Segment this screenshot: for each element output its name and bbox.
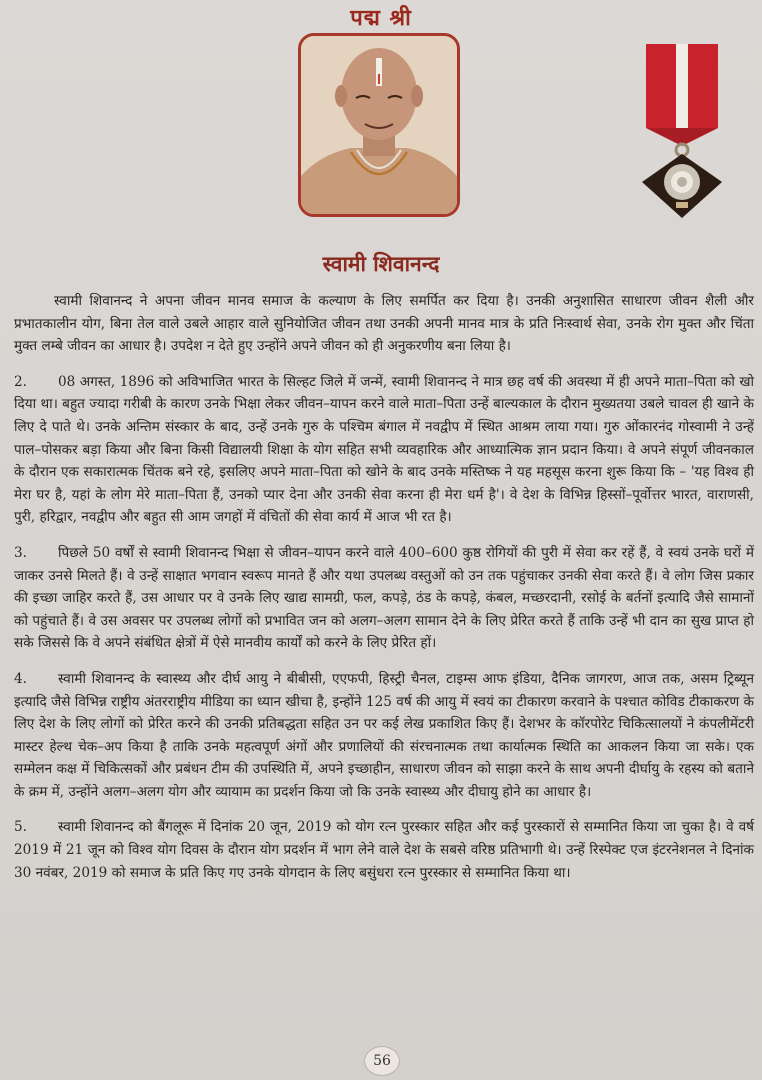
paragraph-1 xyxy=(14,290,754,358)
paragraph-text: स्वामी शिवानन्द ने अपना जीवन मानव समाज के कल्याण के लिए समर्पित कर दिया है। उनकी अनुशासित साधारण जीवन शैली और प्रभातकालीन योग, बिना तेल वाले उबले आहार वाले सुनियोजित जीवन तथा उनकी अपनी मानव मात्र के प्रति निःस्वार्थ सेवा, उनके रोग मुक्त और चिंता मुक्त लम्बे जीवन का आधार है। उपदेश न देते हुए उन्होंने अपने जीवन को ही अनुकरणीय बना लिया है। xyxy=(14,293,754,355)
page-number: 56 xyxy=(364,1046,400,1076)
paragraph-4 xyxy=(14,668,754,804)
biography-body xyxy=(14,290,754,897)
paragraph-number: 3. xyxy=(14,544,27,561)
paragraph-number: 4. xyxy=(14,670,27,687)
paragraph-3 xyxy=(14,542,754,655)
paragraph-number: 5. xyxy=(14,819,27,836)
portrait-illustration xyxy=(301,36,457,214)
paragraph-text: स्वामी शिवानन्द के स्वास्थ्य और दीर्घ आयु ने बीबीसी, एएफपी, हिस्ट्री चैनल, टाइम्स आफ इंडिया, दैनिक जागरण, आज तक, असम ट्रिब्यून इत्यादि जैसे विभिन्न राष्ट्रीय अंतरराष्ट्रीय मीडिया का ध्यान खीचा है, इन्होंने 125 वर्ष की आयु में स्वयं का टीकारण करवाने के पश्चात कोविड टीकाकरण के लिए देश के लिए लोगों को प्रेरित करने की उनकी प्रतिबद्धता सहित उन पर कई लेख प्रकाशित किए हैं। देशभर के कॉरपोरेट चिकित्सालयों ने कंपलीमेंटरी मास्टर हेल्थ चेक–अप किया है ताकि उनके महत्वपूर्ण अंगों और प्रणालियों की संरचनात्मक तथा कार्यात्मक स्थिति का आकलन किया जा सके। एक सम्मेलन कक्ष में चिकित्सकों और प्रबंधन टीम की उपस्थिति में, अपने इच्छाहीन, साधारण जीवन को साझा करने के साथ अपनी दीर्घायु के रहस्य को बताने के क्रम में, उन्होंने अलग–अलग योग और व्यायाम का प्रदर्शन किया जो कि उनके स्वास्थ्य और दीघायु होने का आधार है। xyxy=(14,670,754,800)
person-name: स्वामी शिवानन्द xyxy=(322,251,440,276)
award-title: पद्म श्री xyxy=(350,5,412,31)
paragraph-text: पिछले 50 वर्षों से स्वामी शिवानन्द भिक्षा से जीवन–यापन करने वाले 400–600 कुष्ठ रोगियों की पुरी में सेवा कर रहें हैं, वे स्वयं उनके घरों में जाकर उनसे मिलते हैं। वे उन्हें साक्षात भगवान स्वरूप मानते हैं और यथा उपलब्ध वस्तुओं को उन तक पहुंचाकर उनकी सेवा करते हैं। वे लोग जिस प्रकार की इच्छा जाहिर करते हैं, उस आधार पर वे उनके लिए खाद्य सामग्री, फल, कपड़े, ठंड के कपड़े, कंबल, मच्छरदानी, रसोई के बर्तनों इत्यादि जैसे सामानों को पहुंचाते हैं। वे उस अवसर पर उपलब्ध लोगों को प्रभावित जन को अलग–अलग सामान देने के लिए प्रेरित करते हैं ताकि उन्हें भी दान का सुख प्राप्त हो सके जिससे कि वे अपने संबंधित क्षेत्रों में ऐसे मानवीय कार्यों को करने के लिए प्रेरित हों। xyxy=(14,544,754,652)
paragraph-2 xyxy=(14,371,754,529)
medal-icon xyxy=(636,42,728,224)
paragraph-5 xyxy=(14,816,754,884)
paragraph-text: स्वामी शिवानन्द को बैंगलूरू में दिनांक 20 जून, 2019 को योग रत्न पुरस्कार सहित और कई पुरस्कारों से सम्मानित किया जा चुका है। वे वर्ष 2019 में 21 जून को विश्व योग दिवस के दौरान योग प्रदर्शन में भाग लेने वाले देश के सबसे वरिष्ठ प्रतिभागी थे। उन्हें रिस्पेक्ट एज इंटरनेशनल ने दिनांक 30 नवंबर, 2019 को समाज के प्रति किए गए उनके योगदान के लिए बसुंधरा रत्न पुरस्कार से सम्मानित किया था। xyxy=(14,819,754,881)
padma-shri-medal xyxy=(636,42,728,224)
paragraph-text: 08 अगस्त, 1896 को अविभाजित भारत के सिल्हट जिले में जन्में, स्वामी शिवानन्द ने मात्र छह वर्ष की अवस्था में ही अपने माता–पिता को खो दिया था। बहुत ज्यादा गरीबी के कारण उनके भिक्षा लेकर जीवन–यापन करने वाले माता–पिता उन्हें बाल्यकाल के दौरान मुख्यतया उबले चावल ही खाने के लिए दे पाते थे। उनके अन्तिम संस्कार के बाद, उन्हें उनके गुरु के पश्चिम बंगाल में नवद्वीप में स्थित आश्रम लाया गया। गुरु ओंकारनंद गोस्वामी ने उन्हें पाल–पोसकर बड़ा किया और बिना किसी विद्यालयी शिक्षा के योग सहित सभी व्यवहारिक और आध्यात्मिक ज्ञान प्रदान किया। वे अपने संपूर्ण जीवनकाल के दौरान एक सकारात्मक चिंतक बने रहे, इसलिए अपने माता–पिता को खोने के बाद उनके मस्तिष्क ने यह महसूस करना शुरू किया कि – 'यह विश्व ही मेरा घर है, यहां के लोग मेरे माता–पिता हैं, उनको प्यार देना और उनकी सेवा करना ही मेरा धर्म है'। वे देश के विभिन्न हिस्सों–पूर्वोत्तर भारत, वाराणसी, पुरी, हरिद्वार, नवद्वीप और बहुत सी आम जगहों में वंचितों की सेवा कार्य में आज भी रत है। xyxy=(14,373,754,526)
portrait-photo xyxy=(298,33,460,217)
paragraph-number: 2. xyxy=(14,373,27,390)
